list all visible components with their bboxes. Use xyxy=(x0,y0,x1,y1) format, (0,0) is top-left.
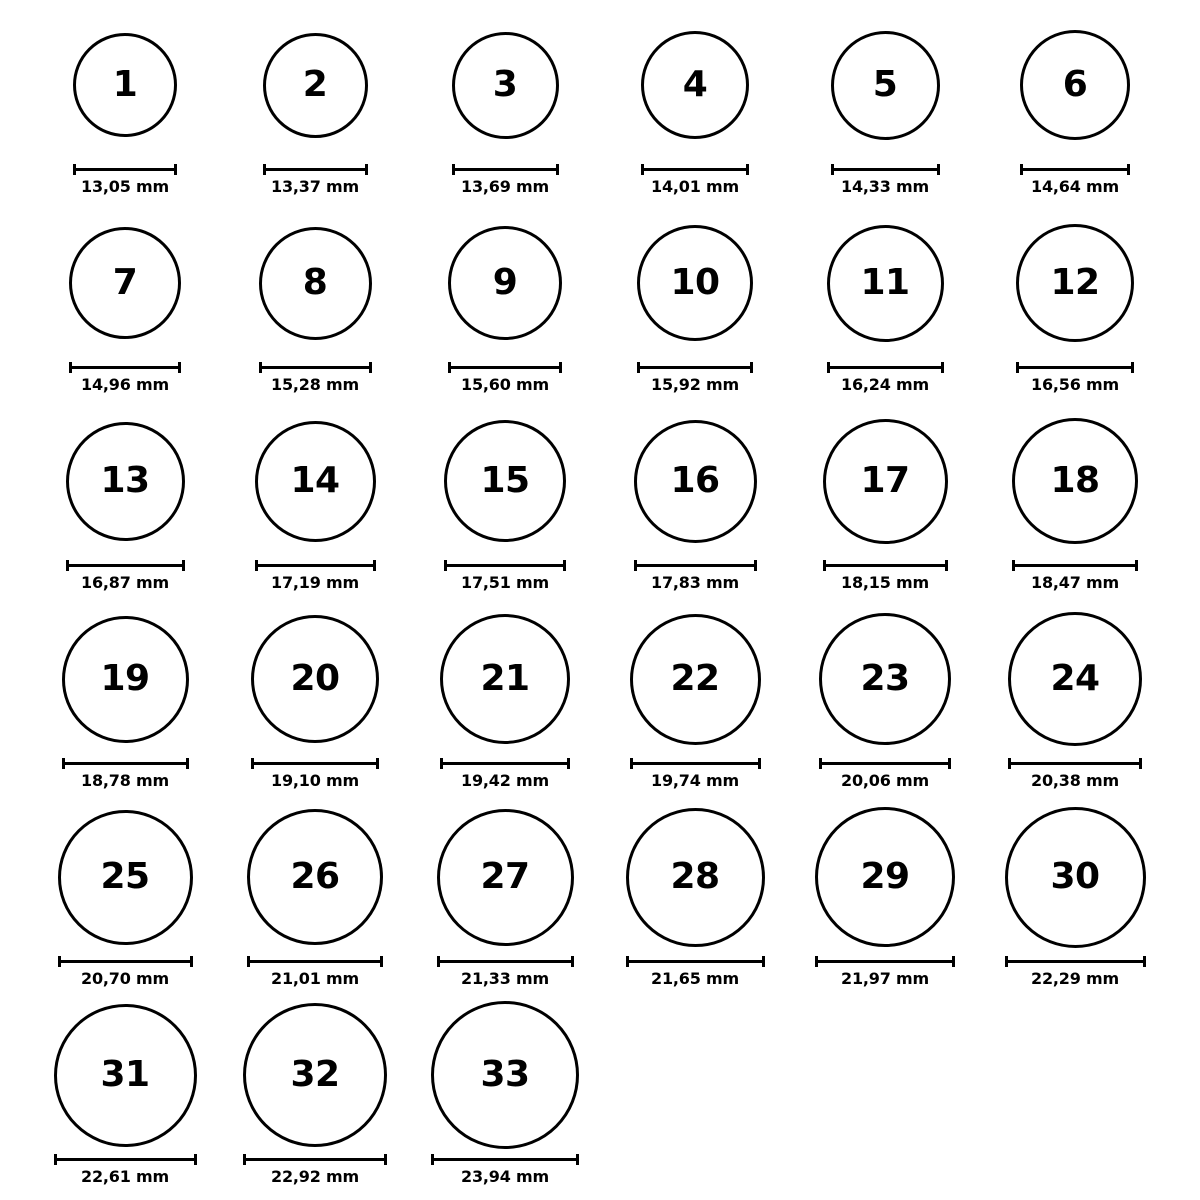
measure-label: 18,78 mm xyxy=(81,771,169,790)
ring-circle-wrapper xyxy=(823,406,948,556)
measure-label: 14,33 mm xyxy=(841,177,929,196)
measure-bar-with-end-caps xyxy=(1016,366,1134,369)
ring-size-number: 11 xyxy=(860,262,910,303)
ring-size-number: 8 xyxy=(302,262,328,303)
measure-bar-wrapper xyxy=(440,758,570,768)
measure-bar-wrapper xyxy=(1008,758,1142,768)
measure-bar-wrapper xyxy=(448,362,562,372)
ring-circle-wrapper xyxy=(637,208,753,358)
ring-size-cell xyxy=(410,1000,600,1198)
ring-size-number: 5 xyxy=(872,64,898,105)
measure-bar-with-end-caps xyxy=(437,960,574,963)
ring-circle-wrapper xyxy=(641,10,749,160)
measure-label: 14,64 mm xyxy=(1031,177,1119,196)
ring-size-number: 15 xyxy=(480,460,530,501)
ring-circle-wrapper xyxy=(54,1000,197,1150)
measure-bar-wrapper xyxy=(255,560,376,570)
ring-circle xyxy=(62,616,189,743)
ring-circle xyxy=(831,31,940,140)
ring-size-cell xyxy=(30,1000,220,1198)
ring-size-cell xyxy=(30,208,220,406)
ring-circle-wrapper xyxy=(1016,208,1134,358)
measure-bar-wrapper xyxy=(831,164,940,174)
measure-bar-with-end-caps xyxy=(247,960,383,963)
ring-circle xyxy=(634,420,757,543)
measure-bar-wrapper xyxy=(452,164,559,174)
measure-bar-with-end-caps xyxy=(58,960,193,963)
ring-size-number: 6 xyxy=(1062,64,1088,105)
measure-label: 15,92 mm xyxy=(651,375,739,394)
ring-circle-wrapper xyxy=(1008,604,1142,754)
ring-size-number: 19 xyxy=(100,658,150,699)
ring-circle-wrapper xyxy=(243,1000,387,1150)
ring-size-cell xyxy=(220,406,410,604)
ring-size-number: 28 xyxy=(670,856,720,897)
measure-bar-with-end-caps xyxy=(448,366,562,369)
measure-label: 22,92 mm xyxy=(271,1167,359,1186)
ring-size-grid xyxy=(30,0,1170,1198)
measure-bar-with-end-caps xyxy=(641,168,749,171)
ring-size-cell xyxy=(410,802,600,1000)
ring-circle xyxy=(263,33,368,138)
ring-circle xyxy=(58,810,193,945)
measure-bar-wrapper xyxy=(69,362,181,372)
measure-label: 21,97 mm xyxy=(841,969,929,988)
ring-size-number: 1 xyxy=(112,64,138,105)
ring-size-cell xyxy=(790,406,980,604)
ring-size-cell xyxy=(220,208,410,406)
ring-circle-wrapper xyxy=(255,406,376,556)
measure-label: 20,38 mm xyxy=(1031,771,1119,790)
ring-size-number: 9 xyxy=(492,262,518,303)
ring-size-cell xyxy=(410,406,600,604)
measure-bar-wrapper xyxy=(62,758,189,768)
measure-label: 19,42 mm xyxy=(461,771,549,790)
ring-circle-wrapper xyxy=(251,604,379,754)
measure-label: 18,47 mm xyxy=(1031,573,1119,592)
measure-bar-wrapper xyxy=(259,362,372,372)
ring-size-cell xyxy=(790,208,980,406)
ring-circle-wrapper xyxy=(440,604,570,754)
ring-circle-wrapper xyxy=(437,802,574,952)
measure-bar-with-end-caps xyxy=(1012,564,1138,567)
ring-size-cell xyxy=(790,802,980,1000)
ring-circle xyxy=(440,614,570,744)
ring-circle-wrapper xyxy=(1005,802,1146,952)
ring-circle xyxy=(448,226,562,340)
measure-label: 16,24 mm xyxy=(841,375,929,394)
measure-bar-with-end-caps xyxy=(444,564,566,567)
ring-size-number: 18 xyxy=(1050,460,1100,501)
measure-label: 16,56 mm xyxy=(1031,375,1119,394)
measure-bar-with-end-caps xyxy=(452,168,559,171)
ring-size-cell xyxy=(220,604,410,802)
ring-circle-wrapper xyxy=(247,802,383,952)
measure-bar-wrapper xyxy=(1016,362,1134,372)
measure-label: 22,61 mm xyxy=(81,1167,169,1186)
ring-size-number: 33 xyxy=(480,1054,530,1095)
measure-bar-with-end-caps xyxy=(819,762,951,765)
measure-label: 13,69 mm xyxy=(461,177,549,196)
ring-size-number: 29 xyxy=(860,856,910,897)
measure-bar-wrapper xyxy=(54,1154,197,1164)
measure-bar-with-end-caps xyxy=(73,168,177,171)
ring-circle xyxy=(255,421,376,542)
measure-bar-with-end-caps xyxy=(637,366,753,369)
ring-size-number: 14 xyxy=(290,460,340,501)
ring-size-number: 32 xyxy=(290,1054,340,1095)
measure-bar-with-end-caps xyxy=(66,564,185,567)
ring-size-cell xyxy=(600,406,790,604)
measure-label: 21,65 mm xyxy=(651,969,739,988)
measure-bar-wrapper xyxy=(1012,560,1138,570)
measure-bar-with-end-caps xyxy=(1005,960,1146,963)
measure-bar-with-end-caps xyxy=(243,1158,387,1161)
measure-label: 20,70 mm xyxy=(81,969,169,988)
ring-circle-wrapper xyxy=(263,10,368,160)
measure-bar-with-end-caps xyxy=(259,366,372,369)
ring-size-cell xyxy=(980,802,1170,1000)
measure-bar-with-end-caps xyxy=(431,1158,579,1161)
ring-circle xyxy=(641,31,749,139)
ring-size-cell xyxy=(600,10,790,208)
ring-size-number: 23 xyxy=(860,658,910,699)
ring-circle xyxy=(626,808,765,947)
measure-bar-wrapper xyxy=(431,1154,579,1164)
ring-circle-wrapper xyxy=(444,406,566,556)
measure-bar-wrapper xyxy=(247,956,383,966)
ring-size-cell xyxy=(220,10,410,208)
ring-circle xyxy=(827,225,944,342)
ring-circle xyxy=(1016,224,1134,342)
ring-circle xyxy=(452,32,559,139)
measure-label: 15,60 mm xyxy=(461,375,549,394)
ring-circle-wrapper xyxy=(448,208,562,358)
ring-circle xyxy=(73,33,177,137)
ring-circle xyxy=(66,422,185,541)
ring-size-cell xyxy=(980,406,1170,604)
measure-bar-with-end-caps xyxy=(823,564,948,567)
ring-size-number: 12 xyxy=(1050,262,1100,303)
measure-bar-with-end-caps xyxy=(255,564,376,567)
ring-size-number: 17 xyxy=(860,460,910,501)
measure-label: 16,87 mm xyxy=(81,573,169,592)
ring-circle-wrapper xyxy=(452,10,559,160)
ring-circle xyxy=(444,420,566,542)
ring-size-cell xyxy=(30,604,220,802)
measure-bar-with-end-caps xyxy=(440,762,570,765)
ring-circle xyxy=(1008,612,1142,746)
ring-circle-wrapper xyxy=(58,802,193,952)
measure-bar-wrapper xyxy=(626,956,765,966)
ring-circle-wrapper xyxy=(69,208,181,358)
measure-bar-wrapper xyxy=(630,758,761,768)
ring-size-number: 24 xyxy=(1050,658,1100,699)
measure-label: 15,28 mm xyxy=(271,375,359,394)
measure-bar-wrapper xyxy=(1020,164,1130,174)
ring-size-number: 3 xyxy=(492,64,518,105)
ring-size-cell xyxy=(220,802,410,1000)
measure-bar-wrapper xyxy=(66,560,185,570)
measure-bar-wrapper xyxy=(243,1154,387,1164)
measure-bar-wrapper xyxy=(827,362,944,372)
measure-bar-with-end-caps xyxy=(69,366,181,369)
ring-circle xyxy=(247,809,383,945)
ring-size-cell xyxy=(980,10,1170,208)
ring-circle xyxy=(54,1004,197,1147)
ring-size-cell xyxy=(600,802,790,1000)
ring-circle-wrapper xyxy=(626,802,765,952)
measure-bar-with-end-caps xyxy=(827,366,944,369)
measure-bar-with-end-caps xyxy=(626,960,765,963)
measure-bar-with-end-caps xyxy=(251,762,379,765)
measure-label: 21,01 mm xyxy=(271,969,359,988)
measure-label: 18,15 mm xyxy=(841,573,929,592)
ring-size-cell xyxy=(410,208,600,406)
ring-circle-wrapper xyxy=(1012,406,1138,556)
measure-label: 14,01 mm xyxy=(651,177,739,196)
measure-label: 23,94 mm xyxy=(461,1167,549,1186)
measure-bar-with-end-caps xyxy=(263,168,368,171)
ring-circle-wrapper xyxy=(815,802,955,952)
ring-size-number: 4 xyxy=(682,64,708,105)
measure-bar-wrapper xyxy=(637,362,753,372)
ring-circle xyxy=(69,227,181,339)
measure-bar-wrapper xyxy=(437,956,574,966)
ring-size-cell xyxy=(30,802,220,1000)
measure-bar-with-end-caps xyxy=(62,762,189,765)
ring-size-number: 22 xyxy=(670,658,720,699)
ring-size-number: 27 xyxy=(480,856,530,897)
ring-size-cell xyxy=(790,10,980,208)
ring-circle-wrapper xyxy=(630,604,761,754)
measure-label: 13,37 mm xyxy=(271,177,359,196)
measure-label: 14,96 mm xyxy=(81,375,169,394)
ring-size-cell xyxy=(410,10,600,208)
ring-circle-wrapper xyxy=(73,10,177,160)
ring-size-number: 7 xyxy=(112,262,138,303)
measure-bar-with-end-caps xyxy=(815,960,955,963)
measure-bar-wrapper xyxy=(251,758,379,768)
measure-bar-with-end-caps xyxy=(1008,762,1142,765)
measure-bar-with-end-caps xyxy=(831,168,940,171)
ring-size-number: 16 xyxy=(670,460,720,501)
ring-size-number: 2 xyxy=(302,64,328,105)
ring-circle xyxy=(1012,418,1138,544)
measure-bar-wrapper xyxy=(819,758,951,768)
ring-circle xyxy=(251,615,379,743)
measure-bar-with-end-caps xyxy=(54,1158,197,1161)
ring-size-cell xyxy=(410,604,600,802)
measure-bar-wrapper xyxy=(263,164,368,174)
measure-label: 17,19 mm xyxy=(271,573,359,592)
ring-circle-wrapper xyxy=(66,406,185,556)
ring-size-number: 31 xyxy=(100,1054,150,1095)
measure-bar-wrapper xyxy=(634,560,757,570)
ring-size-cell xyxy=(30,10,220,208)
ring-circle xyxy=(243,1003,387,1147)
ring-size-cell xyxy=(30,406,220,604)
measure-label: 17,83 mm xyxy=(651,573,739,592)
measure-bar-with-end-caps xyxy=(634,564,757,567)
ring-circle xyxy=(819,613,951,745)
measure-label: 13,05 mm xyxy=(81,177,169,196)
measure-bar-wrapper xyxy=(815,956,955,966)
ring-size-number: 10 xyxy=(670,262,720,303)
ring-size-number: 26 xyxy=(290,856,340,897)
ring-circle xyxy=(431,1001,579,1149)
ring-size-number: 30 xyxy=(1050,856,1100,897)
measure-label: 19,10 mm xyxy=(271,771,359,790)
measure-label: 17,51 mm xyxy=(461,573,549,592)
measure-label: 20,06 mm xyxy=(841,771,929,790)
ring-circle xyxy=(437,809,574,946)
ring-circle-wrapper xyxy=(259,208,372,358)
ring-size-cell xyxy=(790,604,980,802)
ring-size-number: 20 xyxy=(290,658,340,699)
measure-label: 19,74 mm xyxy=(651,771,739,790)
ring-size-cell xyxy=(600,604,790,802)
measure-bar-with-end-caps xyxy=(630,762,761,765)
ring-circle xyxy=(630,614,761,745)
ring-circle-wrapper xyxy=(819,604,951,754)
measure-bar-wrapper xyxy=(1005,956,1146,966)
measure-bar-wrapper xyxy=(823,560,948,570)
ring-circle-wrapper xyxy=(831,10,940,160)
ring-size-number: 13 xyxy=(100,460,150,501)
ring-circle-wrapper xyxy=(62,604,189,754)
ring-circle xyxy=(815,807,955,947)
ring-circle xyxy=(1020,30,1130,140)
ring-circle xyxy=(259,227,372,340)
ring-size-number: 21 xyxy=(480,658,530,699)
ring-size-cell xyxy=(220,1000,410,1198)
measure-label: 22,29 mm xyxy=(1031,969,1119,988)
ring-circle xyxy=(1005,807,1146,948)
ring-circle-wrapper xyxy=(827,208,944,358)
ring-circle-wrapper xyxy=(1020,10,1130,160)
measure-bar-wrapper xyxy=(58,956,193,966)
measure-bar-wrapper xyxy=(444,560,566,570)
measure-bar-with-end-caps xyxy=(1020,168,1130,171)
ring-size-cell xyxy=(980,208,1170,406)
ring-size-cell xyxy=(980,604,1170,802)
ring-circle-wrapper xyxy=(634,406,757,556)
ring-circle xyxy=(637,225,753,341)
ring-size-number: 25 xyxy=(100,856,150,897)
measure-bar-wrapper xyxy=(641,164,749,174)
ring-circle xyxy=(823,419,948,544)
measure-bar-wrapper xyxy=(73,164,177,174)
ring-circle-wrapper xyxy=(431,1000,579,1150)
measure-label: 21,33 mm xyxy=(461,969,549,988)
ring-size-cell xyxy=(600,208,790,406)
